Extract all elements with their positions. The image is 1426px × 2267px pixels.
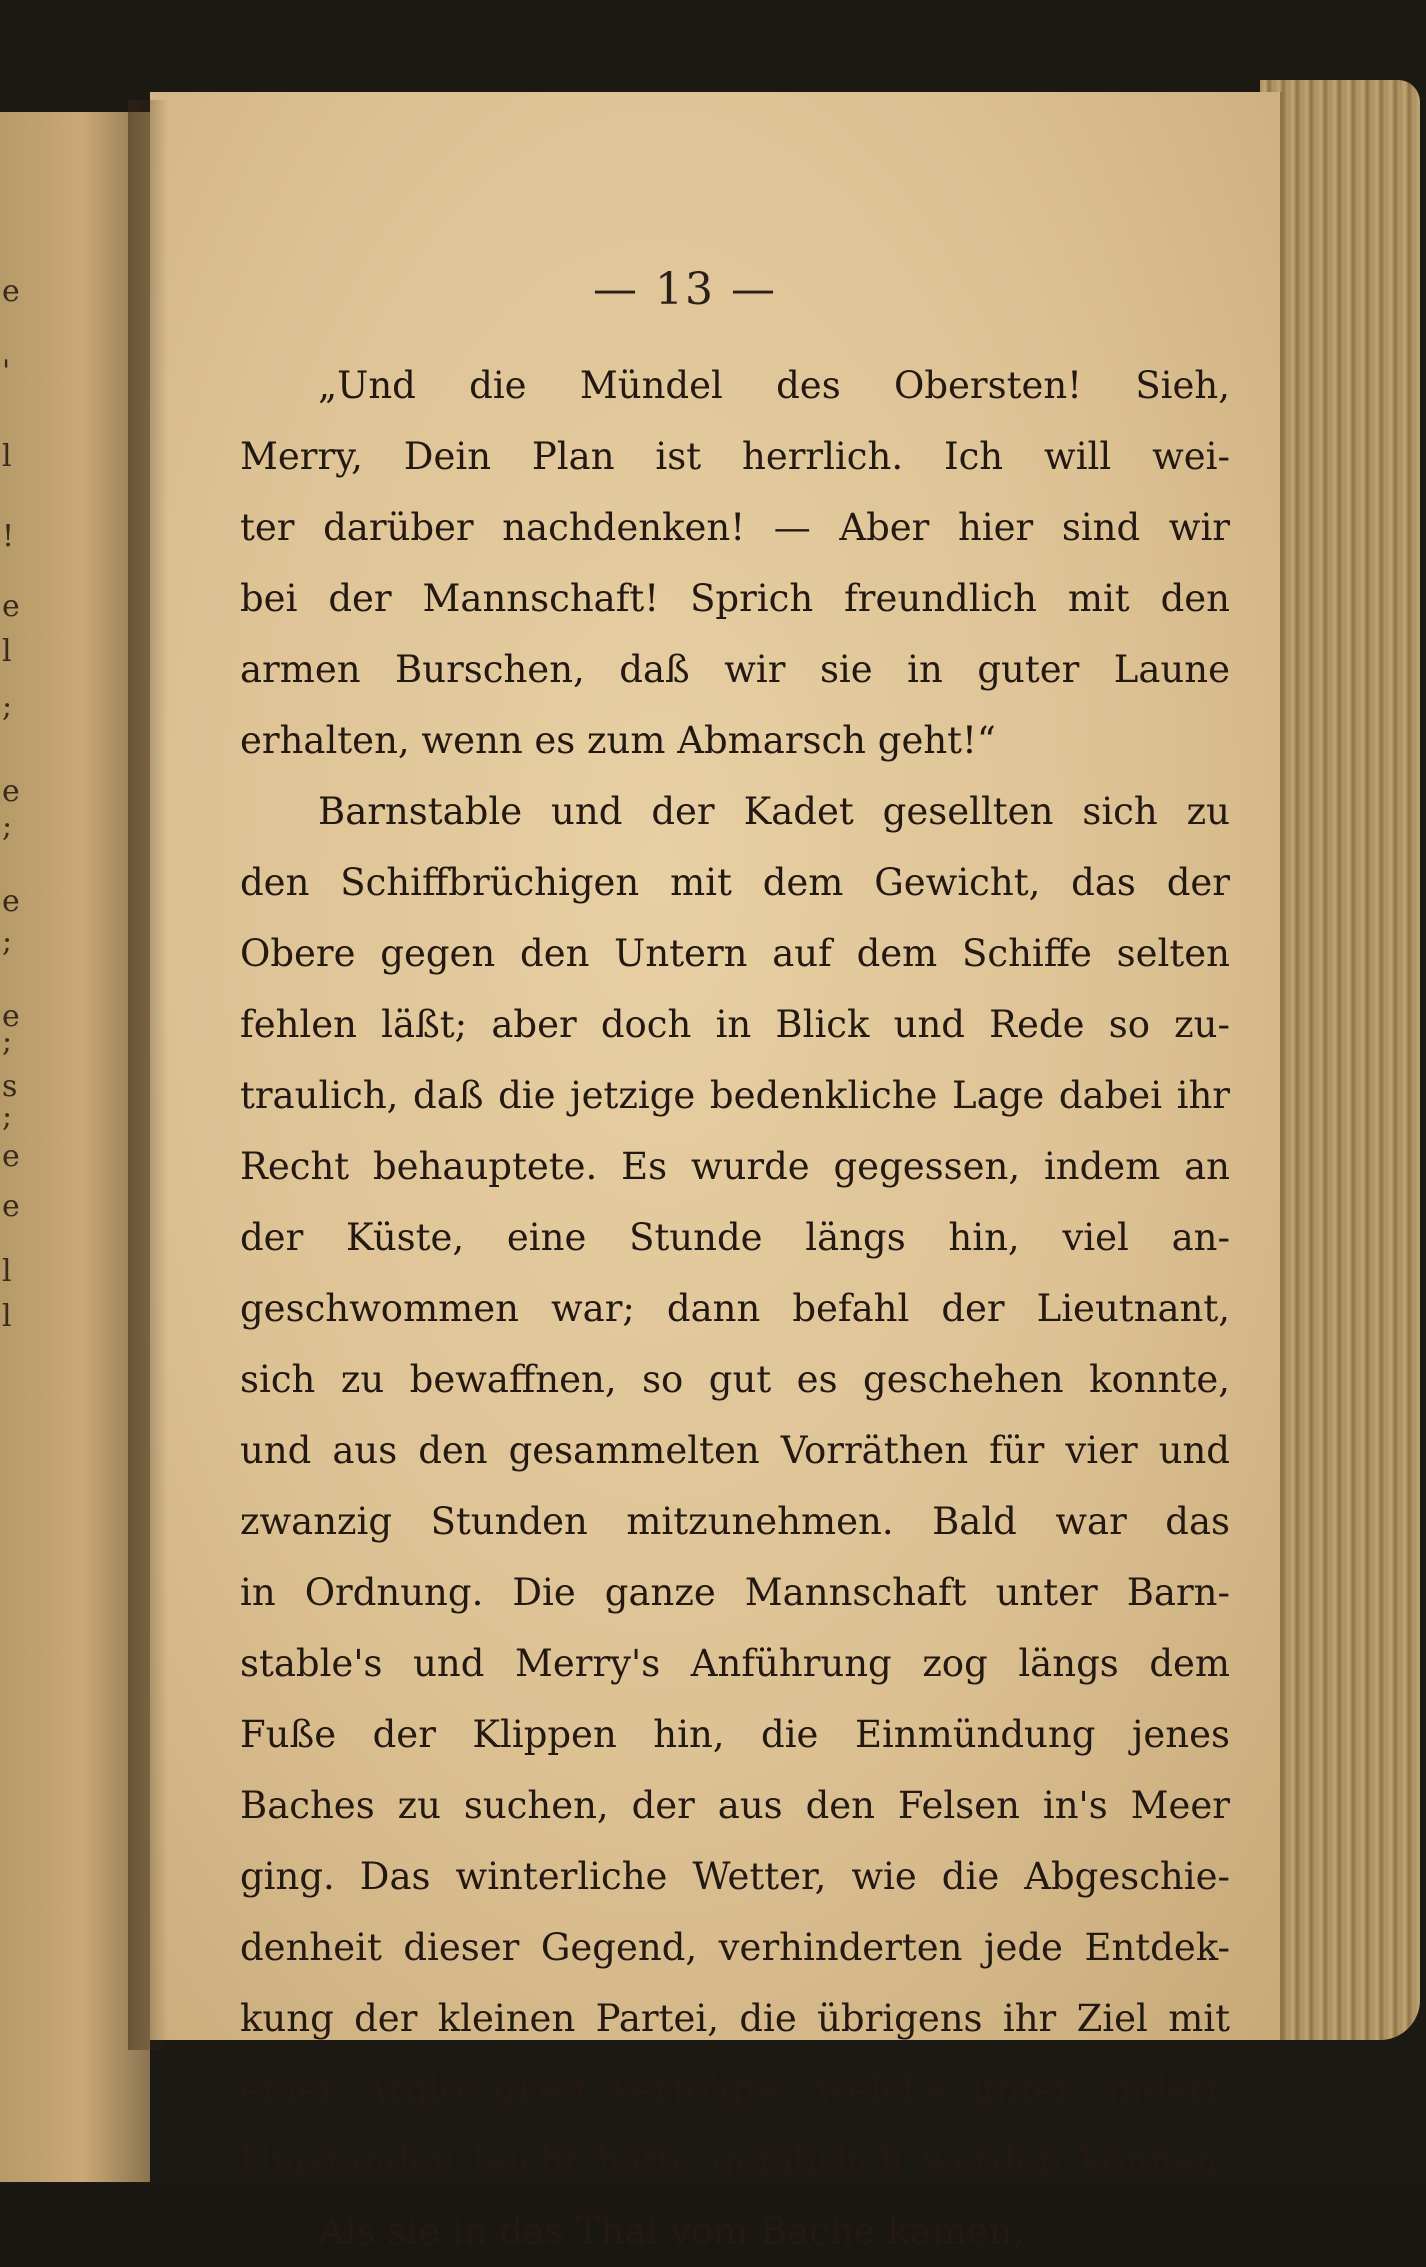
edge-mark: s: [2, 1069, 18, 1104]
edge-mark: e: [2, 589, 20, 624]
text-line: Recht behauptete. Es wurde gegessen, indem an: [240, 1145, 1230, 1188]
text-line: ter darüber nachdenken! — Aber hier sind wir: [240, 506, 1230, 549]
text-line: ging. Das winterliche Wetter, wie die Abgeschie-: [240, 1855, 1230, 1898]
text-line: Barnstable und der Kadet gesellten sich zu: [318, 790, 1230, 833]
text-line: geschwommen war; dann befahl der Lieutnant,: [240, 1287, 1230, 1330]
edge-mark: l: [2, 634, 12, 669]
edge-mark: ;: [2, 809, 13, 844]
edge-mark: ;: [2, 924, 13, 959]
edge-mark: ;: [2, 1024, 13, 1059]
text-line: einer Arglosigkeit verfolgte, welche unter andern: [240, 2068, 1230, 2111]
text-line: und aus den gesammelten Vorräthen für vier und: [240, 1429, 1230, 1472]
text-line: in Ordnung. Die ganze Mannschaft unter Barn-: [240, 1571, 1230, 1614]
text-line: traulich, daß die jetzige bedenkliche Lage dabei ihr: [240, 1074, 1230, 1117]
text-line: Fuße der Klippen hin, die Einmündung jenes: [240, 1713, 1230, 1756]
edge-mark: ': [2, 354, 11, 389]
text-line: Als sie in das Thal vom Bache kamen,: [318, 2210, 1025, 2253]
edge-mark: l: [2, 1254, 12, 1289]
edge-mark: ;: [2, 1099, 13, 1134]
text-line: armen Burschen, daß wir sie in guter Laune: [240, 648, 1230, 691]
text-line: kung der kleinen Partei, die übrigens ihr Ziel mit: [240, 1997, 1230, 2040]
text-line: der Küste, eine Stunde längs hin, viel an-: [240, 1216, 1230, 1259]
text-line: Obere gegen den Untern auf dem Schiffe selten: [240, 932, 1230, 975]
text-line: erhalten, wenn es zum Abmarsch geht!“: [240, 719, 996, 762]
book-page: [150, 92, 1283, 2253]
edge-mark: ;: [2, 689, 13, 724]
edge-mark: e: [2, 274, 20, 309]
edge-mark: e: [2, 999, 20, 1034]
left-page-edge-text: [0, 112, 20, 2182]
page-number: — 13 —: [593, 264, 777, 315]
edge-mark: e: [2, 1139, 20, 1174]
text-line: „Und die Mündel des Obersten! Sieh,: [318, 364, 1230, 407]
edge-mark: e: [2, 884, 20, 919]
text-line: denheit dieser Gegend, verhinderten jede Entdek-: [240, 1926, 1230, 1969]
edge-mark: !: [2, 519, 15, 554]
page-edges-stack: [1260, 80, 1420, 2040]
text-line: Umständen leicht hätte gefährlich werden können.: [240, 2139, 1230, 2182]
text-line: stable's und Merry's Anführung zog längs dem: [240, 1642, 1230, 1685]
edge-mark: l: [2, 1299, 12, 1334]
page-body-text: [240, 350, 1230, 2267]
text-line: sich zu bewaffnen, so gut es geschehen konnte,: [240, 1358, 1230, 1401]
text-line: Merry, Dein Plan ist herrlich. Ich will wei-: [240, 435, 1230, 478]
text-line: Baches zu suchen, der aus den Felsen in's Meer: [240, 1784, 1230, 1827]
text-line: zwanzig Stunden mitzunehmen. Bald war das: [240, 1500, 1230, 1543]
book-gutter-shadow: [128, 100, 168, 2050]
text-line: den Schiffbrüchigen mit dem Gewicht, das der: [240, 861, 1230, 904]
edge-mark: l: [2, 439, 12, 474]
text-line: fehlen läßt; aber doch in Blick und Rede so zu-: [240, 1003, 1230, 1046]
edge-mark: e: [2, 774, 20, 809]
text-line: bei der Mannschaft! Sprich freundlich mit den: [240, 577, 1230, 620]
edge-mark: e: [2, 1189, 20, 1224]
